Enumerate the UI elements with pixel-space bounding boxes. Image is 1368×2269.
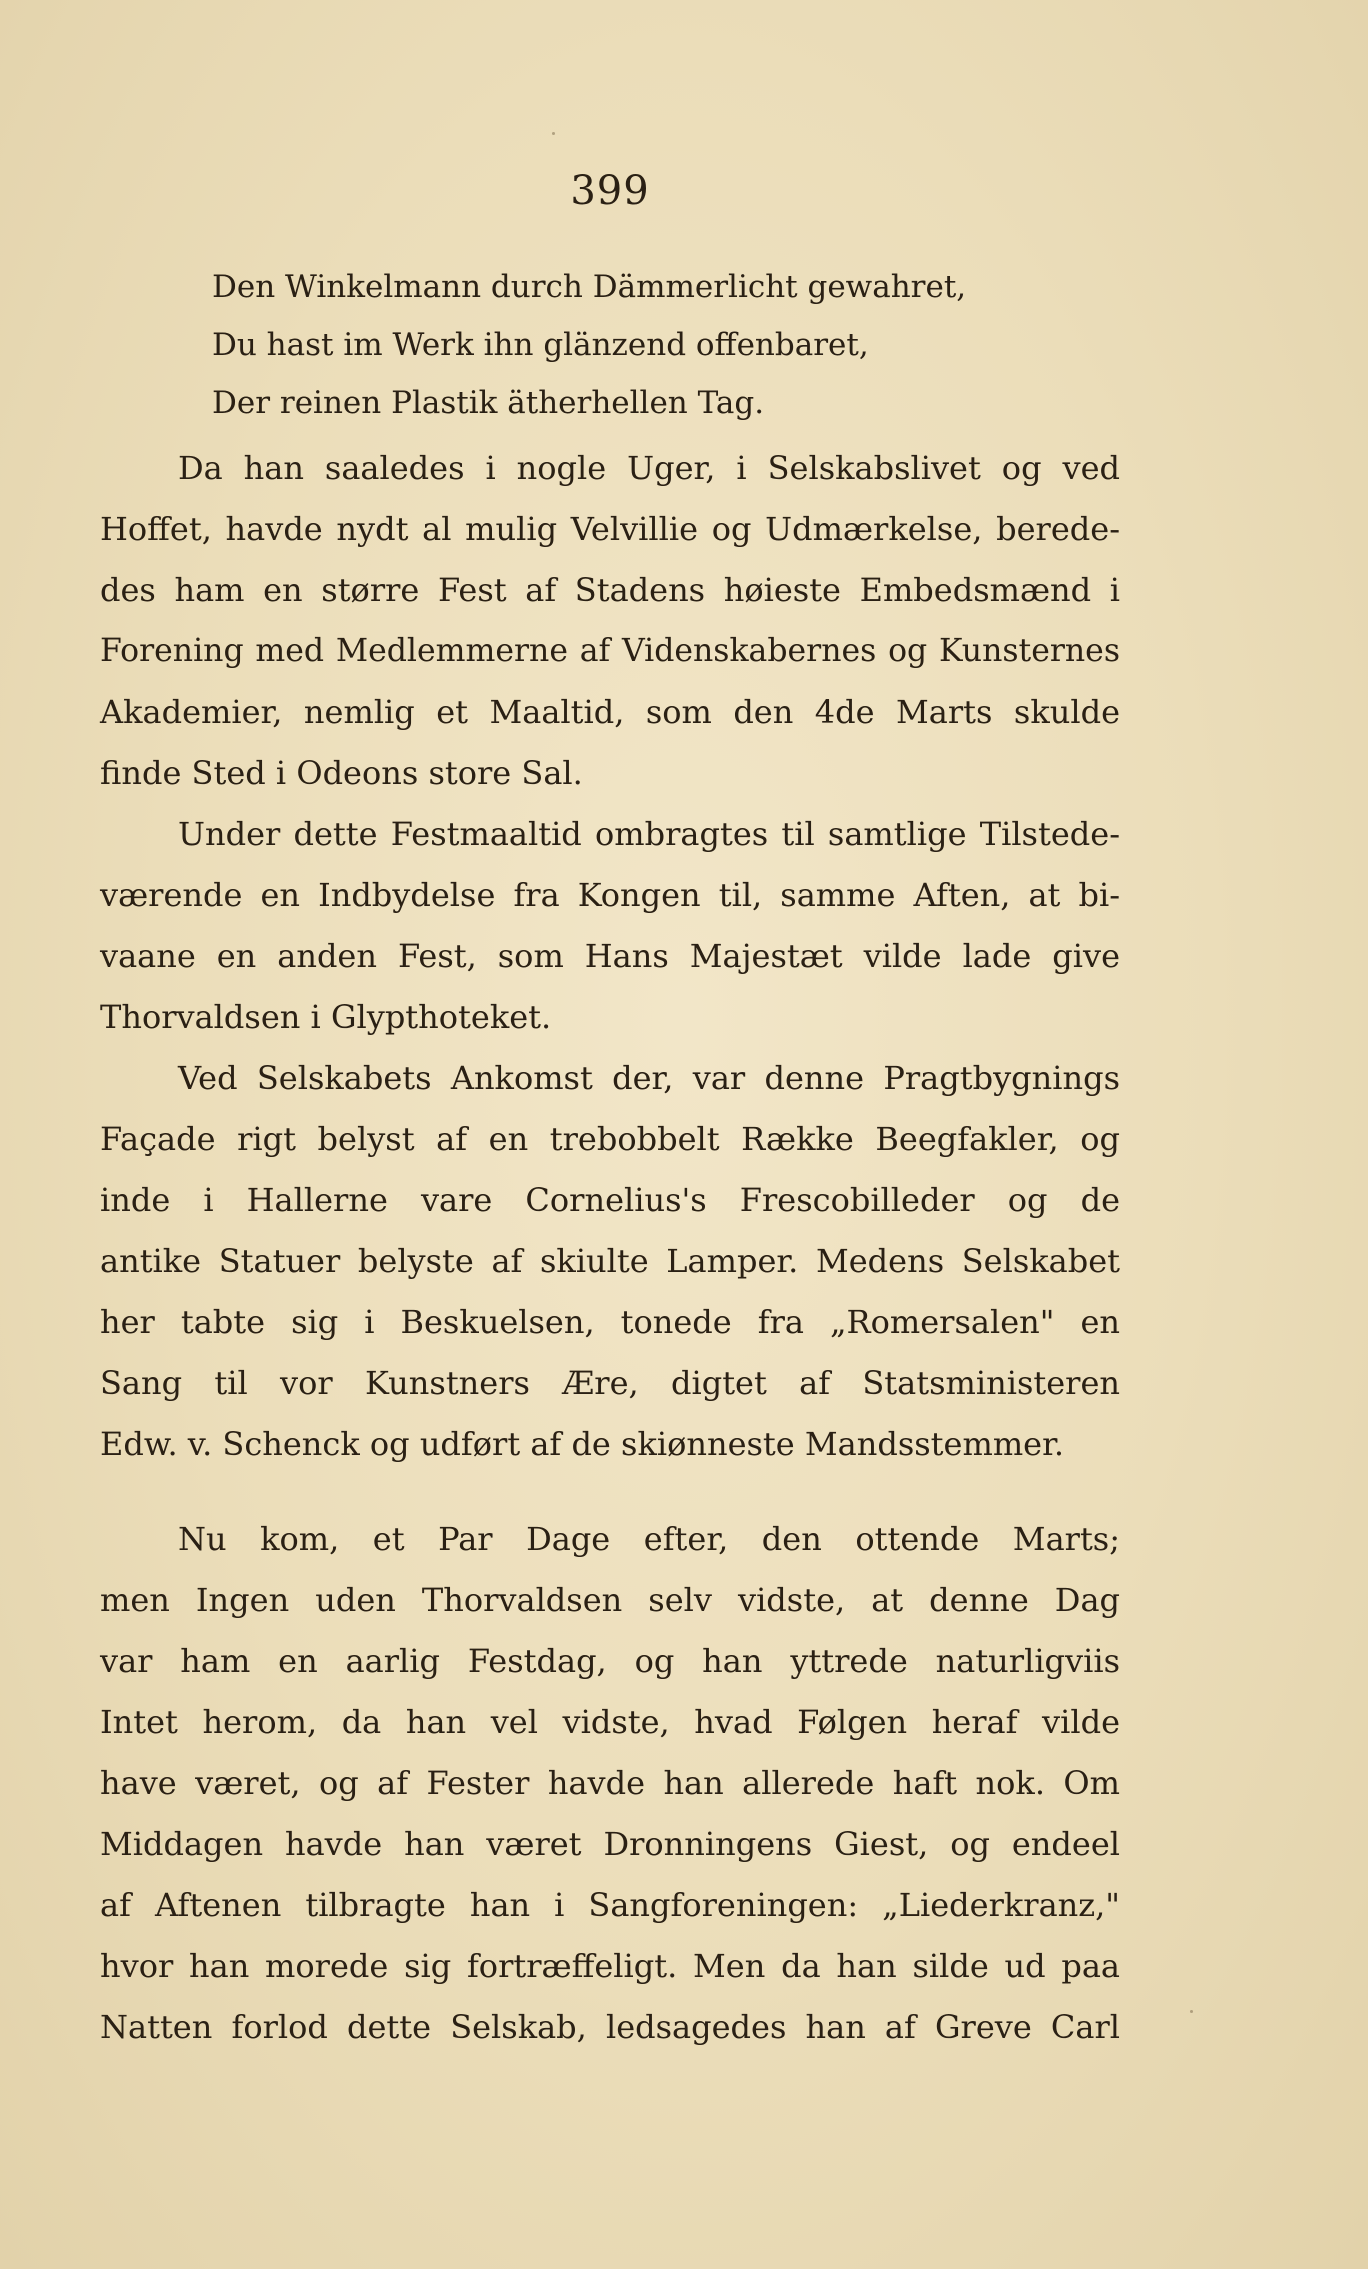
text-line: men Ingen uden Thorvaldsen selv vidste, at denne Dag xyxy=(100,1581,1120,1619)
verse-line: Der reinen Plastik ätherhellen Tag. xyxy=(212,385,765,421)
text-line: Middagen havde han været Dronningens Giest, og endeel xyxy=(100,1825,1120,1863)
text-line: Sang til vor Kunstners Ære, digtet af Statsministeren xyxy=(100,1364,1120,1402)
text-line: var ham en aarlig Festdag, og han yttrede naturligviis xyxy=(100,1642,1120,1680)
text-line: Ved Selskabets Ankomst der, var denne Pragtbygnings xyxy=(178,1059,1120,1097)
text-line: inde i Hallerne vare Cornelius's Frescobilleder og de xyxy=(100,1181,1120,1219)
text-line: vaane en anden Fest, som Hans Majestæt vilde lade give xyxy=(100,937,1120,975)
verse-line: Den Winkelmann durch Dämmerlicht gewahret, xyxy=(212,269,967,305)
text-line: her tabte sig i Beskuelsen, tonede fra „Romersalen" en xyxy=(100,1303,1120,1341)
text-line: Hoffet, havde nydt al mulig Velvillie og Udmærkelse, berede- xyxy=(100,510,1120,548)
page-number: 399 xyxy=(570,168,650,214)
text-line: antike Statuer belyste af skiulte Lamper. Medens Selskabet xyxy=(100,1242,1120,1280)
text-line: Natten forlod dette Selskab, ledsagedes han af Greve Carl xyxy=(100,2008,1120,2046)
text-line: hvor han morede sig fortræffeligt. Men da han silde ud paa xyxy=(100,1947,1120,1985)
paper-speck xyxy=(552,132,555,135)
text-line: finde Sted i Odeons store Sal. xyxy=(100,754,583,792)
text-line: Akademier, nemlig et Maaltid, som den 4de Marts skulde xyxy=(100,693,1120,731)
verse-line: Du hast im Werk ihn glänzend offenbaret, xyxy=(212,327,869,363)
text-line: værende en Indbydelse fra Kongen til, samme Aften, at bi- xyxy=(100,876,1120,914)
text-line: Nu kom, et Par Dage efter, den ottende Marts; xyxy=(178,1520,1120,1558)
text-line: have været, og af Fester havde han allerede haft nok. Om xyxy=(100,1764,1120,1802)
paper-speck xyxy=(1190,2010,1193,2013)
text-line: Façade rigt belyst af en trebobbelt Række Beegfakler, og xyxy=(100,1120,1120,1158)
text-line: Edw. v. Schenck og udført af de skiønneste Mandsstemmer. xyxy=(100,1425,1065,1463)
text-line: af Aftenen tilbragte han i Sangforeningen: „Liederkranz," xyxy=(100,1886,1120,1924)
text-line: Da han saaledes i nogle Uger, i Selskabslivet og ved xyxy=(178,449,1120,487)
text-line: Intet herom, da han vel vidste, hvad Følgen heraf vilde xyxy=(100,1703,1120,1741)
text-line: Thorvaldsen i Glypthoteket. xyxy=(100,998,552,1036)
text-line: Under dette Festmaaltid ombragtes til samtlige Tilstede- xyxy=(178,815,1120,853)
text-line: des ham en større Fest af Stadens høieste Embedsmænd i xyxy=(100,571,1120,609)
text-line: Forening med Medlemmerne af Videnskabernes og Kunsternes xyxy=(100,633,1120,669)
